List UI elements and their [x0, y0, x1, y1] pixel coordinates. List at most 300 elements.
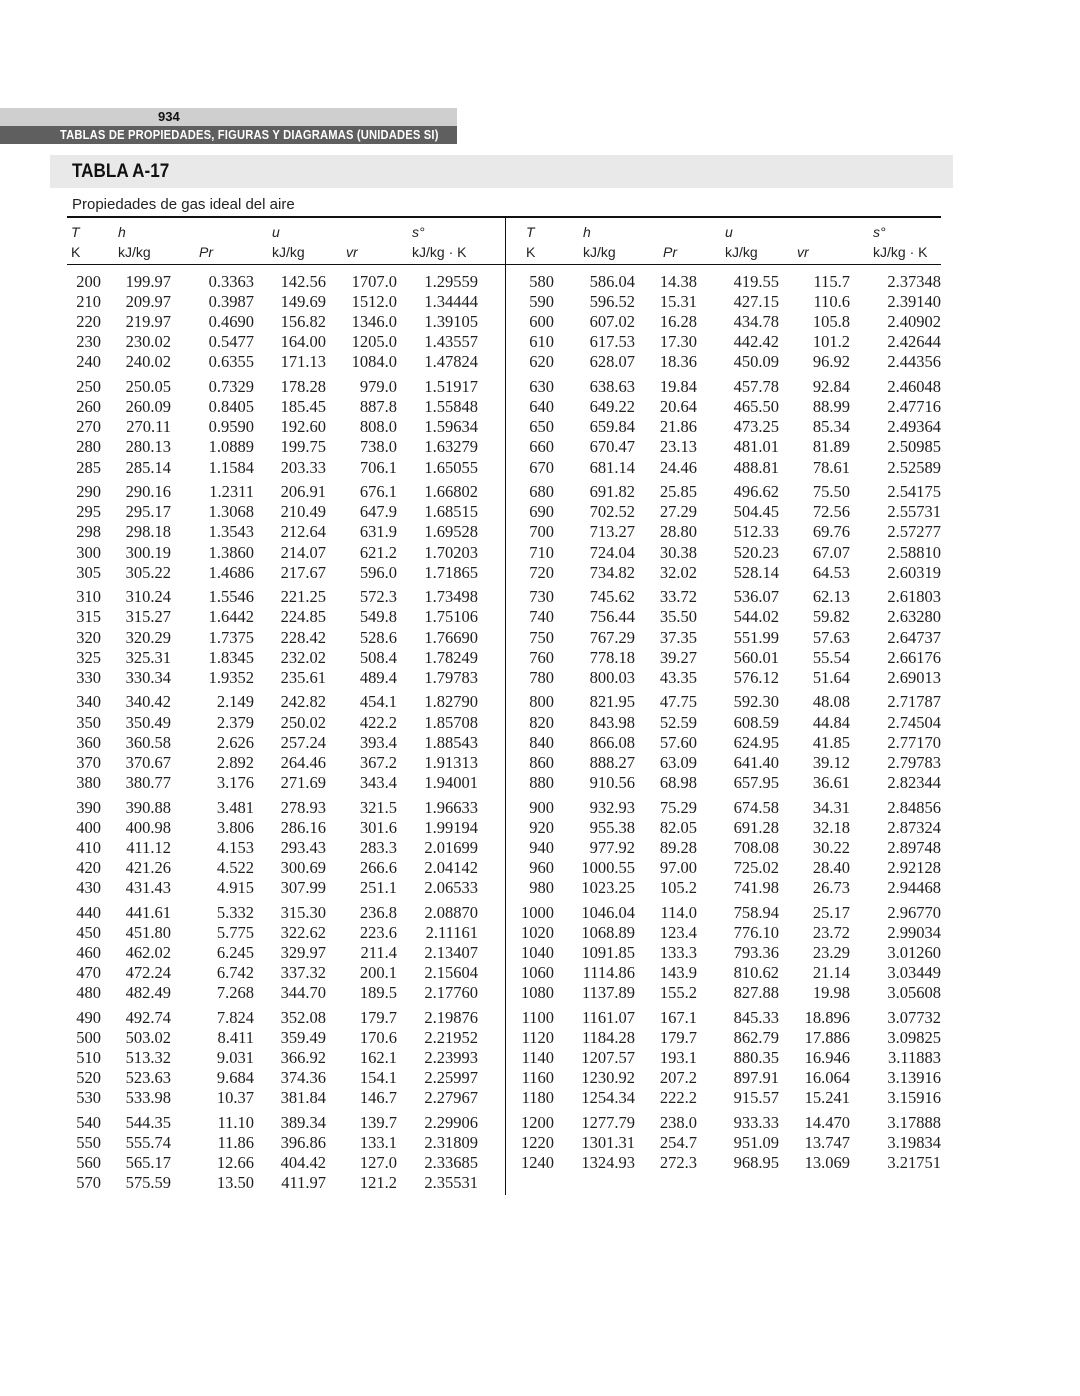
- cell-h: 659.84: [589, 417, 635, 437]
- cell-vr: 16.064: [804, 1068, 850, 1087]
- cell-h: 492.74: [125, 1007, 171, 1027]
- cell-s: 2.25997: [424, 1068, 478, 1087]
- table-row: [0, 963, 1080, 983]
- cell-u: 465.50: [733, 397, 779, 417]
- cell-s: 1.78249: [424, 647, 478, 667]
- cell-h: 305.22: [125, 562, 171, 582]
- cell-T: 450: [76, 922, 101, 942]
- cell-vr: 18.896: [804, 1007, 850, 1027]
- cell-Pr: 14.38: [659, 272, 697, 291]
- col-header-u-left: [272, 222, 305, 262]
- cell-s: 2.60319: [887, 562, 941, 582]
- cell-vr: 979.0: [359, 377, 397, 397]
- cell-Pr: 13.50: [216, 1173, 254, 1193]
- cell-s: 2.47716: [887, 397, 941, 417]
- cell-h: 1230.92: [581, 1068, 635, 1087]
- cell-T: 960: [529, 857, 554, 877]
- cell-s: 2.42644: [887, 332, 941, 352]
- table-top-rule: [67, 216, 941, 218]
- cell-Pr: 37.35: [659, 627, 697, 647]
- cell-h: 1324.93: [581, 1153, 635, 1172]
- table-row: [0, 1113, 1080, 1133]
- cell-h: 888.27: [589, 752, 635, 772]
- cell-Pr: 1.3068: [208, 502, 254, 522]
- cell-u: 206.91: [280, 482, 326, 502]
- cell-vr: 44.84: [812, 712, 850, 732]
- cell-u: 171.13: [280, 352, 326, 372]
- cell-u: 235.61: [280, 667, 326, 687]
- cell-vr: 301.6: [359, 817, 397, 837]
- cell-s: 2.58810: [887, 542, 941, 562]
- table-row: [0, 272, 1080, 292]
- cell-u: 203.33: [280, 457, 326, 477]
- col-header-u-right: [725, 222, 758, 262]
- cell-Pr: 16.28: [659, 312, 697, 332]
- cell-s: 3.09825: [887, 1027, 941, 1047]
- cell-vr: 489.4: [359, 667, 397, 687]
- cell-s: 2.77170: [887, 732, 941, 752]
- cell-Pr: 28.80: [659, 522, 697, 542]
- cell-T: 900: [529, 797, 554, 817]
- table-row: [0, 1008, 1080, 1028]
- cell-T: 240: [76, 352, 101, 372]
- cell-s: 3.13916: [887, 1068, 941, 1087]
- cell-T: 560: [76, 1153, 101, 1172]
- cell-u: 496.62: [733, 482, 779, 502]
- cell-s: 1.63279: [424, 437, 478, 457]
- cell-h: 472.24: [125, 962, 171, 982]
- cell-s: 2.54175: [887, 482, 941, 502]
- cell-T: 490: [76, 1007, 101, 1027]
- cell-h: 649.22: [589, 397, 635, 417]
- cell-T: 700: [529, 522, 554, 542]
- cell-vr: 88.99: [812, 397, 850, 417]
- table-row: [0, 502, 1080, 522]
- table-row: [0, 312, 1080, 332]
- cell-Pr: 167.1: [659, 1007, 697, 1027]
- cell-h: 724.04: [589, 542, 635, 562]
- cell-u: 278.93: [280, 797, 326, 817]
- cell-T: 1160: [521, 1068, 554, 1087]
- cell-Pr: 1.1584: [208, 457, 254, 477]
- cell-vr: 19.98: [812, 983, 850, 1002]
- cell-vr: 223.6: [359, 922, 397, 942]
- cell-u: 845.33: [733, 1007, 779, 1027]
- cell-s: 2.06533: [424, 877, 478, 897]
- cell-Pr: 32.02: [659, 562, 697, 582]
- table-row: [0, 1028, 1080, 1048]
- cell-T: 550: [76, 1132, 101, 1152]
- table-row: [0, 1173, 1080, 1193]
- cell-h: 280.13: [125, 437, 171, 457]
- cell-u: 156.82: [280, 312, 326, 332]
- cell-s: 1.88543: [424, 732, 478, 752]
- cell-s: 2.37348: [887, 272, 941, 291]
- cell-T: 270: [76, 417, 101, 437]
- cell-vr: 321.5: [359, 797, 397, 817]
- cell-T: 200: [76, 272, 101, 291]
- cell-Pr: 52.59: [659, 712, 697, 732]
- cell-h: 932.93: [589, 797, 635, 817]
- cell-T: 860: [529, 752, 554, 772]
- cell-s: 2.87324: [887, 817, 941, 837]
- cell-T: 940: [529, 837, 554, 857]
- cell-u: 293.43: [280, 837, 326, 857]
- cell-u: 404.42: [280, 1153, 326, 1172]
- cell-Pr: 1.0889: [208, 437, 254, 457]
- cell-s: 2.04142: [424, 857, 478, 877]
- cell-u: 381.84: [280, 1088, 326, 1108]
- cell-h: 756.44: [589, 607, 635, 627]
- cell-s: 3.07732: [887, 1007, 941, 1027]
- cell-T: 510: [76, 1047, 101, 1067]
- cell-vr: 121.2: [359, 1173, 397, 1193]
- cell-T: 580: [529, 272, 554, 291]
- cell-s: 2.79783: [887, 752, 941, 772]
- cell-vr: 92.84: [812, 377, 850, 397]
- cell-u: 192.60: [280, 417, 326, 437]
- cell-u: 592.30: [733, 692, 779, 712]
- cell-vr: 139.7: [359, 1112, 397, 1132]
- cell-Pr: 63.09: [659, 752, 697, 772]
- cell-T: 600: [529, 312, 554, 332]
- cell-vr: 266.6: [359, 857, 397, 877]
- cell-Pr: 0.9590: [208, 417, 254, 437]
- cell-Pr: 1.8345: [208, 647, 254, 667]
- cell-u: 528.14: [733, 562, 779, 582]
- cell-h: 380.77: [125, 772, 171, 792]
- cell-vr: 75.50: [812, 482, 850, 502]
- cell-vr: 57.63: [812, 627, 850, 647]
- cell-s: 2.96770: [887, 902, 941, 922]
- cell-h: 298.18: [125, 522, 171, 542]
- cell-T: 1200: [521, 1112, 554, 1132]
- cell-vr: 367.2: [359, 752, 397, 772]
- cell-u: 793.36: [733, 942, 779, 962]
- cell-s: 1.71865: [424, 562, 478, 582]
- cell-vr: 13.069: [804, 1153, 850, 1172]
- cell-T: 640: [529, 397, 554, 417]
- cell-s: 2.01699: [424, 837, 478, 857]
- cell-vr: 96.92: [812, 352, 850, 372]
- cell-s: 1.70203: [424, 542, 478, 562]
- col-symbol: s°: [873, 224, 886, 240]
- cell-vr: 21.14: [812, 962, 850, 982]
- cell-vr: 34.31: [812, 797, 850, 817]
- cell-Pr: 9.031: [216, 1047, 254, 1067]
- cell-T: 440: [76, 902, 101, 922]
- cell-T: 325: [76, 647, 101, 667]
- cell-vr: 393.4: [359, 732, 397, 752]
- cell-Pr: 21.86: [659, 417, 697, 437]
- cell-u: 359.49: [280, 1027, 326, 1047]
- cell-s: 1.82790: [424, 692, 478, 712]
- cell-Pr: 68.98: [659, 772, 697, 792]
- cell-vr: 738.0: [359, 437, 397, 457]
- cell-u: 250.02: [280, 712, 326, 732]
- cell-vr: 59.82: [812, 607, 850, 627]
- table-row: [0, 983, 1080, 1003]
- cell-vr: 596.0: [359, 562, 397, 582]
- cell-s: 2.89748: [887, 837, 941, 857]
- cell-u: 576.12: [733, 667, 779, 687]
- cell-Pr: 24.46: [659, 457, 697, 477]
- table-row: [0, 628, 1080, 648]
- cell-s: 2.39140: [887, 292, 941, 312]
- cell-h: 1207.57: [581, 1047, 635, 1067]
- cell-s: 2.49364: [887, 417, 941, 437]
- cell-s: 2.55731: [887, 502, 941, 522]
- cell-h: 295.17: [125, 502, 171, 522]
- cell-T: 360: [76, 732, 101, 752]
- cell-Pr: 20.64: [659, 397, 697, 417]
- cell-T: 660: [529, 437, 554, 457]
- cell-vr: 528.6: [359, 627, 397, 647]
- cell-h: 1023.25: [581, 877, 635, 897]
- col-unit: Pr: [199, 244, 213, 260]
- cell-T: 620: [529, 352, 554, 372]
- cell-T: 250: [76, 377, 101, 397]
- cell-Pr: 1.7375: [208, 627, 254, 647]
- cell-u: 481.01: [733, 437, 779, 457]
- cell-Pr: 2.626: [216, 732, 254, 752]
- cell-Pr: 27.29: [659, 502, 697, 522]
- col-unit: vr: [346, 244, 358, 260]
- cell-T: 410: [76, 837, 101, 857]
- cell-u: 232.02: [280, 647, 326, 667]
- cell-Pr: 43.35: [659, 667, 697, 687]
- cell-s: 1.47824: [424, 352, 478, 372]
- cell-h: 421.26: [125, 857, 171, 877]
- cell-s: 2.17760: [424, 983, 478, 1002]
- cell-s: 2.99034: [887, 922, 941, 942]
- cell-vr: 422.2: [359, 712, 397, 732]
- cell-h: 533.98: [125, 1088, 171, 1108]
- cell-h: 1000.55: [581, 857, 635, 877]
- cell-T: 1060: [521, 962, 554, 982]
- cell-vr: 32.18: [812, 817, 850, 837]
- cell-h: 778.18: [589, 647, 635, 667]
- cell-T: 710: [529, 542, 554, 562]
- cell-vr: 16.946: [804, 1047, 850, 1067]
- cell-u: 450.09: [733, 352, 779, 372]
- cell-u: 434.78: [733, 312, 779, 332]
- cell-Pr: 0.3987: [208, 292, 254, 312]
- cell-vr: 105.8: [812, 312, 850, 332]
- cell-s: 2.15604: [424, 962, 478, 982]
- cell-Pr: 4.915: [216, 877, 254, 897]
- cell-s: 3.03449: [887, 962, 941, 982]
- cell-h: 1277.79: [581, 1112, 635, 1132]
- cell-vr: 48.08: [812, 692, 850, 712]
- cell-u: 427.15: [733, 292, 779, 312]
- cell-u: 442.42: [733, 332, 779, 352]
- cell-T: 315: [76, 607, 101, 627]
- cell-h: 441.61: [125, 902, 171, 922]
- cell-T: 980: [529, 877, 554, 897]
- cell-h: 315.27: [125, 607, 171, 627]
- cell-s: 2.63280: [887, 607, 941, 627]
- cell-s: 2.74504: [887, 712, 941, 732]
- cell-u: 199.75: [280, 437, 326, 457]
- cell-h: 240.02: [125, 352, 171, 372]
- table-row: [0, 352, 1080, 372]
- cell-vr: 211.4: [360, 942, 397, 962]
- cell-vr: 808.0: [359, 417, 397, 437]
- cell-T: 330: [76, 667, 101, 687]
- cell-h: 250.05: [125, 377, 171, 397]
- cell-u: 242.82: [280, 692, 326, 712]
- cell-s: 1.76690: [424, 627, 478, 647]
- cell-s: 1.79783: [424, 667, 478, 687]
- cell-s: 2.92128: [887, 857, 941, 877]
- cell-T: 740: [529, 607, 554, 627]
- table-row: [0, 417, 1080, 437]
- cell-vr: 706.1: [359, 457, 397, 477]
- cell-h: 411.12: [126, 837, 171, 857]
- cell-T: 500: [76, 1027, 101, 1047]
- cell-T: 460: [76, 942, 101, 962]
- cell-s: 3.01260: [887, 942, 941, 962]
- table-row: [0, 292, 1080, 312]
- col-unit: K: [526, 244, 536, 260]
- cell-Pr: 1.2311: [209, 482, 254, 502]
- cell-T: 1140: [521, 1047, 554, 1067]
- cell-vr: 115.7: [813, 272, 850, 291]
- cell-vr: 251.1: [359, 877, 397, 897]
- table-row: [0, 798, 1080, 818]
- cell-T: 630: [529, 377, 554, 397]
- table-row: [0, 1133, 1080, 1153]
- col-unit: Pr: [663, 244, 677, 260]
- cell-Pr: 82.05: [659, 817, 697, 837]
- cell-vr: 26.73: [812, 877, 850, 897]
- cell-Pr: 23.13: [659, 437, 697, 457]
- cell-T: 1020: [521, 922, 554, 942]
- table-row: [0, 458, 1080, 478]
- cell-Pr: 2.149: [216, 692, 254, 712]
- cell-T: 750: [529, 627, 554, 647]
- cell-u: 608.59: [733, 712, 779, 732]
- cell-h: 596.52: [589, 292, 635, 312]
- cell-h: 628.07: [589, 352, 635, 372]
- cell-vr: 508.4: [359, 647, 397, 667]
- cell-T: 420: [76, 857, 101, 877]
- cell-u: 419.55: [733, 272, 779, 291]
- cell-Pr: 272.3: [659, 1153, 697, 1172]
- cell-Pr: 97.00: [659, 857, 697, 877]
- cell-T: 1240: [521, 1153, 554, 1172]
- cell-h: 691.82: [589, 482, 635, 502]
- cell-u: 624.95: [733, 732, 779, 752]
- cell-Pr: 1.3543: [208, 522, 254, 542]
- cell-u: 862.79: [733, 1027, 779, 1047]
- table-row: [0, 587, 1080, 607]
- cell-vr: 51.64: [812, 667, 850, 687]
- cell-vr: 631.9: [359, 522, 397, 542]
- cell-s: 3.21751: [887, 1153, 941, 1172]
- cell-Pr: 75.29: [659, 797, 697, 817]
- table-row: [0, 878, 1080, 898]
- cell-h: 219.97: [125, 312, 171, 332]
- cell-T: 300: [76, 542, 101, 562]
- cell-Pr: 6.742: [216, 962, 254, 982]
- cell-Pr: 8.411: [217, 1027, 254, 1047]
- cell-u: 741.98: [733, 877, 779, 897]
- table-row: [0, 943, 1080, 963]
- cell-T: 430: [76, 877, 101, 897]
- cell-vr: 236.8: [359, 902, 397, 922]
- cell-Pr: 0.4690: [208, 312, 254, 332]
- cell-T: 540: [76, 1112, 101, 1132]
- table-row: [0, 1068, 1080, 1088]
- cell-u: 224.85: [280, 607, 326, 627]
- cell-u: 488.81: [733, 457, 779, 477]
- cell-s: 1.34444: [424, 292, 478, 312]
- cell-Pr: 19.84: [659, 377, 697, 397]
- cell-u: 551.99: [733, 627, 779, 647]
- col-symbol: h: [118, 224, 126, 240]
- cell-Pr: 179.7: [659, 1027, 697, 1047]
- cell-T: 260: [76, 397, 101, 417]
- cell-T: 295: [76, 502, 101, 522]
- cell-s: 1.96633: [424, 797, 478, 817]
- cell-Pr: 155.2: [659, 983, 697, 1002]
- cell-u: 142.56: [280, 272, 326, 291]
- cell-s: 3.15916: [887, 1088, 941, 1108]
- cell-Pr: 6.245: [216, 942, 254, 962]
- cell-s: 2.84856: [887, 797, 941, 817]
- cell-u: 536.07: [733, 587, 779, 607]
- cell-Pr: 5.332: [216, 902, 254, 922]
- cell-vr: 1707.0: [351, 272, 397, 291]
- cell-h: 330.34: [125, 667, 171, 687]
- cell-vr: 162.1: [359, 1047, 397, 1067]
- cell-s: 2.21952: [424, 1027, 478, 1047]
- cell-Pr: 3.176: [216, 772, 254, 792]
- cell-T: 730: [529, 587, 554, 607]
- cell-T: 220: [76, 312, 101, 332]
- col-symbol: T: [526, 224, 535, 240]
- cell-s: 3.19834: [887, 1132, 941, 1152]
- cell-Pr: 1.6442: [208, 607, 254, 627]
- table-row: [0, 648, 1080, 668]
- cell-h: 209.97: [125, 292, 171, 312]
- cell-h: 340.42: [125, 692, 171, 712]
- cell-h: 1068.89: [581, 922, 635, 942]
- cell-Pr: 0.5477: [208, 332, 254, 352]
- cell-h: 1254.34: [581, 1088, 635, 1108]
- cell-T: 285: [76, 457, 101, 477]
- table-row: [0, 1153, 1080, 1173]
- cell-vr: 15.241: [804, 1088, 850, 1108]
- cell-h: 702.52: [589, 502, 635, 522]
- cell-u: 951.09: [733, 1132, 779, 1152]
- cell-s: 2.13407: [424, 942, 478, 962]
- cell-s: 3.17888: [887, 1112, 941, 1132]
- cell-h: 607.02: [589, 312, 635, 332]
- cell-u: 708.08: [733, 837, 779, 857]
- cell-u: 366.92: [280, 1047, 326, 1067]
- cell-vr: 14.470: [804, 1112, 850, 1132]
- cell-s: 2.29906: [424, 1112, 478, 1132]
- cell-T: 690: [529, 502, 554, 522]
- cell-u: 674.58: [733, 797, 779, 817]
- cell-Pr: 12.66: [216, 1153, 254, 1172]
- cell-T: 570: [76, 1173, 101, 1193]
- table-row: [0, 397, 1080, 417]
- cell-T: 530: [76, 1088, 101, 1108]
